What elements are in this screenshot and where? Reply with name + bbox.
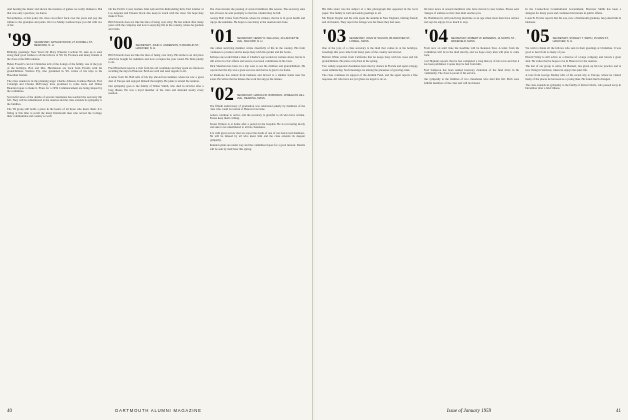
page-number: 40 [7, 409, 12, 414]
left-columns [7, 8, 305, 398]
paragraph: From now on until June the headline will be Reunion Year. A letter from the Committee will be in the mail shortly, and we hope every man will plan to come back. [423, 46, 520, 58]
class-year: '02 [209, 83, 234, 105]
paragraph: His little sister was the subject of a fine photograph that appeared in the local paper. The family is well and sends greetings to all. [322, 8, 418, 15]
paragraph: We wish to thank all the fellows who sent in their greetings at Christmas. It was good to hear from so many of you. [525, 46, 622, 54]
paragraph: The '99 group still holds a place in the hearts of all those who knew them. It is fitting at this time to recall the many Dartmouth men who served the College, their communities and country so well. [7, 107, 103, 119]
issue-label: Issue of January 1959 [446, 409, 492, 414]
paragraph: Our sympathy to the families of two classmates who died this fall. Both were faithful members of the class and will be missed. [423, 77, 520, 85]
paragraph: Two widely separated classmates have met by chance in Florida and spent a happy week reminiscing. Such meetings are among the pleasures of growing older. [322, 64, 418, 72]
class-secretary: SECRETARY, JOHN C. ANDERSON, 5 FRANKLIN ST., HANOVER, N. H. [135, 44, 200, 51]
paragraph: George Hall writes from Florida, where he winters, that he is in good health and enjoys the sunshine. He hopes to see many at the reunion next June. [209, 16, 305, 24]
class-secretary: SECRETARY, HAROLD B. ROBINSON, 18 BEACON HILL AVE., READING, MASS. [236, 94, 305, 101]
paragraph: One of the joys of a class secretary is the mail that comes in at the holidays. Greetings this year came from many parts of the country and abroad. [322, 46, 418, 54]
class-secretary: SECRETARY, ROBERT W. EDWARDS, 14 NORTH ST., WAKEFIELD, MASS. [450, 37, 516, 44]
paragraph: A note from George Dudley tells of his recent trip to Europe, where he visited many of the places he had seen as a young man. He found much changed. [525, 73, 622, 82]
right-column-3 [525, 8, 621, 398]
paragraph: Bill Edwards does not like the idea of being over sixty. His home is an old place which he bought for summers and now occupies the year round. He finds plenty to do. [108, 53, 204, 65]
left-column-1 [7, 8, 102, 398]
paragraph: A letter from Dr. Hall tells of his trip abroad last summer, where he saw a great deal of Europe and enjoyed himself thoroughly. He plans to attend the reunion. [108, 75, 204, 83]
paragraph: Nevertheless, at this point, the class can reflect back over the years and pay due tribute to the grandpas and pants. On Coo Manly Galleon hope you did with two of his [7, 16, 103, 28]
page-number: 41 [616, 409, 621, 414]
class-heading [209, 26, 305, 48]
paragraph: Harold Wiley is still active as a director of a large company and travels a great deal. He writes that he hopes to be in Hanover for the reunion. [525, 55, 622, 63]
paragraph: Louis B. Fowler reports that his son, now a Dartmouth graduate, has joined him in business. [525, 16, 622, 24]
class-secretary: SECRETARY, HENRY D. KELLOGG, 40 LAFAYETTE AVE., MILFORD, N. H. [236, 37, 299, 44]
paragraph: On the Pacific Coast, besides John Ash and his Remodeling firm, Earl Glazier of Los Angeles and Eleanor Rock also keep in touch with the class. We hope they make it East. [108, 8, 204, 19]
paragraph: Perhaps one would think a man of Charlie's age would not venture about, but he is still active in civic affairs and serves on several committees in his town. [209, 55, 305, 63]
paragraph: Fred Blanchard reports a visit from his old roommate and they spent an afternoon recalling the days in Hanover. Both are well and send regards to all. [108, 65, 204, 74]
left-column-2 [108, 8, 203, 398]
class-year: '03 [322, 26, 347, 48]
paragraph: Dick Sherman has been on a trip west to see his children and grandchildren. He reports that the trip was a great success and that he is glad to be home. [209, 64, 305, 72]
paragraph: Ernest Walters is at home after a period in the hospital. He is recovering nicely and asks to be remembered to all his classmates. [209, 121, 305, 130]
class-heading [322, 26, 418, 48]
class-heading [525, 26, 621, 48]
right-page-footer [322, 409, 621, 414]
paragraph: Letters continue to arrive, and the secretary is grateful to all who have written. Please keep them coming. [209, 112, 305, 121]
paragraph: Birthday greetings: New Year's Dr Mary Wheeler Cochran '01 asks us to send along their good wishes to all the fellows of '99. Ill, Florence and many friends of the class at the 60th reunion. [7, 49, 103, 61]
paragraph: Herbert White writes from California that he keeps busy with his roses and his grandchildren. He plans a trip East in the spring. [322, 55, 418, 63]
paragraph: Sorrowful news of the deaths of several classmates has reached the secretary this fall. They will be remembered at the reunion and the class extends its sympathy to the families. [7, 94, 103, 106]
right-column-2 [424, 8, 520, 398]
class-secretary: SECRETARY, STANLEY T. SMITH, 15 MAIN ST., HANOVER, N. H. [552, 37, 610, 44]
class-heading [209, 83, 305, 105]
paragraph: In the Connecticut Constitutional Government, Brewster Smith has been a delegate for many years and continues his interest in public affairs. [525, 8, 622, 15]
paragraph: The class extends its sympathy to the family of Robert Davis, who passed away in December after a brief illness. [525, 82, 622, 91]
right-column-1 [322, 8, 418, 398]
paragraph: Carl Hopkins reports that he has completed a long history of his town and that it has been published. Copies may be had from him. [423, 58, 520, 67]
paragraph: The class continues its support of the Alumni Fund, and the agent reports a fine response. All who have not yet given are urged to do so. [322, 73, 418, 82]
class-year: '05 [525, 26, 550, 48]
magazine-title: DARTMOUTH ALUMNI MAGAZINE [115, 408, 202, 413]
class-year: '99 [7, 29, 32, 51]
paragraph: Mr. Bryan Zieglar and his wife spent the autumn in New England, visiting friends and old haunts. They report the foliage was the finest they had seen. [322, 16, 418, 24]
paragraph: Our oldest surviving member writes cheerfully of life in the country. His farm continues to produce and he keeps busy with his garden and his books. [209, 46, 305, 54]
class-year: '00 [108, 33, 133, 55]
left-page [0, 0, 313, 420]
paragraph: Dr. Hammond is still practicing medicine at an age when most men have retired, and says he enjoys it too much to stop. [423, 16, 520, 24]
class-heading [108, 33, 203, 55]
paragraph: Helen Everett's card at Christmas told of the doings of the family, one of the joys of the holidays. Bob and Mrs. Hutchinson are back from Florida with the grandchildren. Wallace Ely, who graduated in '99, writes of his trips to the Hawaiian Islands. [7, 62, 103, 78]
paragraph: The fiftieth anniversary of graduation was celebrated quietly by members of the class who could not return to Hanover last June. [209, 103, 305, 112]
class-year: '04 [423, 26, 448, 48]
right-columns [322, 8, 621, 398]
paragraph: The class reunion is in the planning stage: Charlie Johnson, Ivanhoe Barrett, Fred Cobleigh and Charles McEvaney have promised to come back, and Walter Bearden hopes to make it. Plans for a 1959 Commencement are being shaped by the committee. [7, 78, 103, 94]
right-page [315, 0, 628, 420]
class-heading [423, 26, 520, 48]
paragraph: It is with great sorrow that we report the death of one of our best-loved members. He will be missed by all who knew him and the class extends its deepest sympathy. [209, 130, 305, 142]
paragraph: Bill Edwards does not like the idea of being over sixty. He has retired after many years with the company and now is enjoying life in the country, where he gardens and visits. [108, 19, 204, 31]
left-column-3 [210, 8, 305, 398]
class-secretary: SECRETARY, ARTHUR WOOD, 27 FOXWELL ST., BEDFORD, N. H. [34, 40, 94, 47]
paragraph: Al Redstone has retired from business and moved to a smaller home near the water. He writes that he misses the work but enjoys the leisure. [209, 73, 305, 82]
paragraph: The class mourns the passing of several members this season. The secretary asks that all news be sent promptly so that the column may be full. [209, 8, 305, 15]
paragraph: The last of our group to retire, Ed Bennett, has given up his law practice and is now living in Vermont, where he enjoys the quiet life. [525, 64, 622, 72]
left-page-footer [7, 408, 305, 414]
paragraph: We have news of several members who have moved to new homes. Please send changes of address so that class mail reaches you. [423, 8, 520, 15]
class-heading [7, 29, 102, 51]
paragraph: Reunion plans are under way and the committee hopes for a good turnout. Details will be sent by mail later this spring. [209, 143, 305, 152]
paragraph: Our sympathy goes to the family of Walter Smith, who died in October after a long illness. He was a loyal member of the class and attended nearly every reunion. [108, 84, 204, 96]
paragraph: And hearing the music and shown the features of games we really flamenco. But that was only a preview, we dance. [7, 8, 103, 15]
paragraph: Fred Sampson has been named honorary chairman of the fund drive in his community. The class is proud of his service. [423, 67, 520, 76]
class-secretary: SECRETARY, JOHN W. WILSON, 86 ANDOVER ST., LOWELL, MASS. [349, 37, 411, 44]
class-year: '01 [209, 26, 234, 48]
